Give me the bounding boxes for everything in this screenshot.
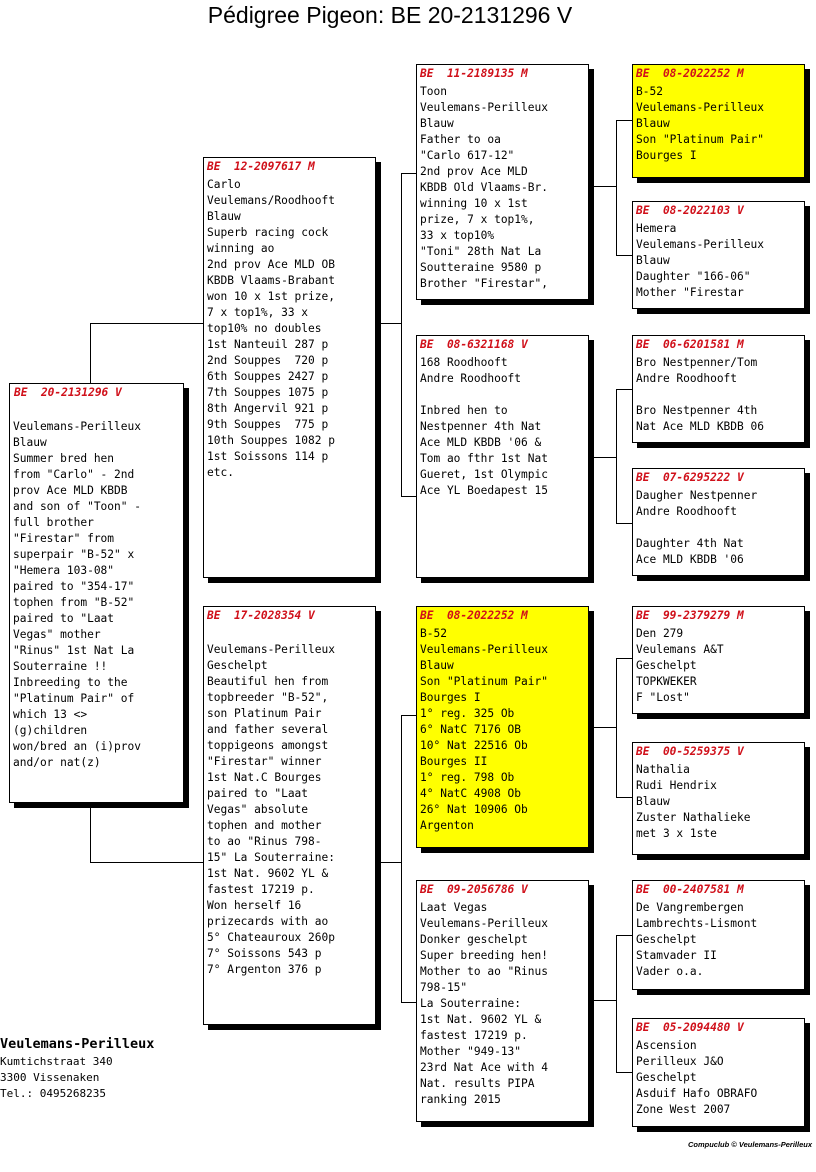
ring-number: BE 08-2022252 M xyxy=(420,609,528,622)
info-line: won 10 x 1st prize, xyxy=(207,290,335,303)
pigeon-info xyxy=(636,762,801,842)
info-line: Asduif Hafo OBRAFO xyxy=(636,1087,758,1100)
info-line: Bourges I xyxy=(420,691,481,704)
ring-number: BE 12-2097617 M xyxy=(207,160,315,173)
info-line: 1st Soissons 114 p xyxy=(207,450,329,463)
info-line: 10th Souppes 1082 p xyxy=(207,434,335,447)
ring-number: BE 17-2028354 V xyxy=(207,609,315,622)
info-line: "Carlo 617-12" xyxy=(420,149,515,162)
info-line: KBDB Old Vlaams-Br. xyxy=(420,181,548,194)
pigeon-info xyxy=(420,84,585,292)
dam-card xyxy=(203,606,376,1025)
info-line: topbreeder "B-52", xyxy=(207,691,329,704)
info-line: paired to "Laat xyxy=(13,612,115,625)
info-line: 4° NatC 4908 Ob xyxy=(420,787,522,800)
info-line: 1st Nat. 9602 YL & xyxy=(207,867,329,880)
connector-line xyxy=(401,496,416,497)
connector-line xyxy=(616,120,617,255)
info-line: 2nd Souppes 720 p xyxy=(207,354,329,367)
info-line: Nestpenner 4th Nat xyxy=(420,420,542,433)
info-line: 10° Nat 22516 Ob xyxy=(420,739,528,752)
info-line xyxy=(636,387,801,403)
info-line: Won herself 16 xyxy=(207,899,302,912)
info-line: Andre Roodhooft xyxy=(636,505,738,518)
info-line: Super breeding hen! xyxy=(420,949,548,962)
info-line: met 3 x 1ste xyxy=(636,827,717,840)
info-line: Daugher Nestpenner xyxy=(636,489,758,502)
info-line: Lambrechts-Lismont xyxy=(636,917,758,930)
connector-line xyxy=(401,715,402,1002)
info-line: Blauw xyxy=(636,254,670,267)
connector-line xyxy=(589,1000,617,1001)
info-line: Geschelpt xyxy=(636,1071,697,1084)
pigeon-info xyxy=(13,403,180,771)
connector-line xyxy=(90,862,203,863)
info-line: Blauw xyxy=(420,659,454,672)
pigeon-info xyxy=(636,488,801,568)
connector-line xyxy=(616,935,632,936)
info-line: winning 10 x 1st xyxy=(420,197,528,210)
owner-street: Kumtichstraat 340 xyxy=(0,1055,113,1068)
grandsire-maternal-card xyxy=(416,606,589,848)
info-line: Nat Ace MLD KBDB 06 xyxy=(636,420,764,433)
great-grandparent-card xyxy=(632,468,805,576)
info-line: Ace MLD KBDB '06 & xyxy=(420,436,542,449)
great-grandparent-card xyxy=(632,201,805,309)
info-line: Blauw xyxy=(420,117,454,130)
info-line: Superb racing cock xyxy=(207,226,329,239)
info-line: 1° reg. 798 Ob xyxy=(420,771,515,784)
pigeon-info xyxy=(207,177,372,481)
info-line: won/bred an (i)prov xyxy=(13,740,141,753)
info-line: and/or nat(z) xyxy=(13,756,101,769)
info-line: full brother xyxy=(13,516,94,529)
connector-line xyxy=(90,323,91,383)
info-line: Zuster Nathalieke xyxy=(636,811,751,824)
connector-line xyxy=(589,186,617,187)
info-line: Nat. results PIPA xyxy=(420,1077,535,1090)
ring-number: BE 00-5259375 V xyxy=(636,745,744,758)
info-line: Blauw xyxy=(636,117,670,130)
ring-number: BE 09-2056786 V xyxy=(420,883,528,896)
info-line: Veulemans-Perilleux xyxy=(636,101,764,114)
info-line: 8th Angervil 921 p xyxy=(207,402,329,415)
info-line: Blauw xyxy=(13,436,47,449)
connector-line xyxy=(616,658,632,659)
connector-line xyxy=(616,1072,632,1073)
info-line: top10% no doubles xyxy=(207,322,322,335)
info-line: 6th Souppes 2427 p xyxy=(207,370,329,383)
info-line: 26° Nat 10906 Ob xyxy=(420,803,528,816)
info-line: Mother "Firestar xyxy=(636,286,744,299)
info-line xyxy=(636,520,801,536)
info-line: which 13 <> xyxy=(13,708,88,721)
info-line: Bourges I xyxy=(636,149,697,162)
info-line: ranking 2015 xyxy=(420,1093,501,1106)
info-line: 33 x top10% xyxy=(420,229,495,242)
ring-number: BE 20-2131296 V xyxy=(14,386,122,399)
info-line: Ace YL Boedapest 15 xyxy=(420,484,548,497)
great-grandparent-card xyxy=(632,880,805,990)
info-line: KBDB Vlaams-Brabant xyxy=(207,274,335,287)
info-line: from "Carlo" - 2nd xyxy=(13,468,135,481)
info-line: Toon xyxy=(420,85,447,98)
info-line: 7th Souppes 1075 p xyxy=(207,386,329,399)
info-line: Vegas" mother xyxy=(13,628,101,641)
info-line: Argenton xyxy=(420,819,474,832)
ring-number: BE 99-2379279 M xyxy=(636,609,744,622)
info-line: Andre Roodhooft xyxy=(636,372,738,385)
info-line: Son "Platinum Pair" xyxy=(420,675,548,688)
great-grandparent-card xyxy=(632,335,805,443)
info-line: to ao "Rinus 798- xyxy=(207,835,322,848)
info-line: Blauw xyxy=(636,795,670,808)
ring-number: BE 11-2189135 M xyxy=(420,67,528,80)
pigeon-info xyxy=(420,900,585,1108)
info-line: Veulemans-Perilleux xyxy=(420,643,548,656)
info-line xyxy=(13,403,180,419)
info-line: B-52 xyxy=(636,85,663,98)
connector-line xyxy=(90,803,91,862)
ring-number: BE 06-6201581 M xyxy=(636,338,744,351)
info-line: Geschelpt xyxy=(636,659,697,672)
info-line: Carlo xyxy=(207,178,241,191)
info-line: tophen from "B-52" xyxy=(13,596,135,609)
connector-line xyxy=(589,727,617,728)
pigeon-info xyxy=(207,626,372,978)
subject-pigeon-card xyxy=(9,383,184,803)
grandsire-paternal-card xyxy=(416,64,589,300)
info-line: Bourges II xyxy=(420,755,488,768)
info-line: 1st Nat.C Bourges xyxy=(207,771,322,784)
connector-line xyxy=(616,389,632,390)
connector-line xyxy=(376,323,402,324)
info-line: "Platinum Pair" of xyxy=(13,692,135,705)
info-line: Donker geschelpt xyxy=(420,933,528,946)
info-line: Perilleux J&O xyxy=(636,1055,724,1068)
info-line: 2nd prov Ace MLD xyxy=(420,165,528,178)
info-line: "Toni" 28th Nat La xyxy=(420,245,542,258)
info-line: 1st Nat. 9602 YL & xyxy=(420,1013,542,1026)
info-line: 1st Nanteuil 287 p xyxy=(207,338,329,351)
info-line: 6° NatC 7176 OB xyxy=(420,723,522,736)
info-line: De Vangrembergen xyxy=(636,901,744,914)
info-line xyxy=(420,387,585,403)
info-line: Ascension xyxy=(636,1039,697,1052)
info-line: Soutteraine 9580 p xyxy=(420,261,542,274)
info-line: 1° reg. 325 Ob xyxy=(420,707,515,720)
info-line: 15" La Souterraine: xyxy=(207,851,335,864)
pigeon-info xyxy=(636,84,801,164)
great-grandparent-card xyxy=(632,1018,805,1127)
connector-line xyxy=(401,1002,416,1003)
connector-line xyxy=(616,935,617,1072)
connector-line xyxy=(376,862,402,863)
info-line: "Hemera 103-08" xyxy=(13,564,115,577)
granddam-maternal-card xyxy=(416,880,589,1122)
info-line: 2nd prov Ace MLD OB xyxy=(207,258,335,271)
footer-credit: Compuclub © Veulemans-Perilleux xyxy=(687,1140,812,1149)
info-line: Stamvader II xyxy=(636,949,717,962)
info-line: Hemera xyxy=(636,222,677,235)
info-line: Nathalia xyxy=(636,763,690,776)
info-line: Vader o.a. xyxy=(636,965,704,978)
info-line: Souterraine !! xyxy=(13,660,108,673)
pigeon-info xyxy=(636,1038,801,1118)
info-line: Bro Nestpenner/Tom xyxy=(636,356,758,369)
info-line: Tom ao fthr 1st Nat xyxy=(420,452,548,465)
info-line: 7° Argenton 376 p xyxy=(207,963,322,976)
owner-name: Veulemans-Perilleux xyxy=(0,1036,155,1052)
info-line: prize, 7 x top1%, xyxy=(420,213,535,226)
info-line: and father several xyxy=(207,723,329,736)
info-line: Beautiful hen from xyxy=(207,675,329,688)
info-line: 5° Chateauroux 260p xyxy=(207,931,335,944)
info-line: Father to oa xyxy=(420,133,501,146)
pigeon-info xyxy=(420,355,585,499)
connector-line xyxy=(616,523,632,524)
connector-line xyxy=(401,715,416,716)
info-line: Laat Vegas xyxy=(420,901,488,914)
connector-line xyxy=(616,797,632,798)
info-line: La Souterraine: xyxy=(420,997,522,1010)
info-line: tophen and mother xyxy=(207,819,322,832)
info-line: superpair "B-52" x xyxy=(13,548,135,561)
connector-line xyxy=(589,457,617,458)
info-line: Daughter 4th Nat xyxy=(636,537,744,550)
info-line: winning ao xyxy=(207,242,275,255)
info-line: Geschelpt xyxy=(207,659,268,672)
connector-line xyxy=(616,255,632,256)
info-line: Son "Platinum Pair" xyxy=(636,133,764,146)
info-line: Rudi Hendrix xyxy=(636,779,717,792)
info-line: Inbreeding to the xyxy=(13,676,128,689)
ring-number: BE 00-2407581 M xyxy=(636,883,744,896)
info-line: prizecards with ao xyxy=(207,915,329,928)
ring-number: BE 08-2022103 V xyxy=(636,204,744,217)
owner-block xyxy=(0,1034,154,1102)
info-line: Veulemans A&T xyxy=(636,643,724,656)
info-line: Veulemans-Perilleux xyxy=(13,420,141,433)
info-line: son Platinum Pair xyxy=(207,707,322,720)
info-line xyxy=(207,626,372,642)
info-line: fastest 17219 p. xyxy=(207,883,315,896)
great-grandparent-card xyxy=(632,606,805,714)
info-line: 23rd Nat Ace with 4 xyxy=(420,1061,548,1074)
info-line: Veulemans-Perilleux xyxy=(636,238,764,251)
info-line: Gueret, 1st Olympic xyxy=(420,468,548,481)
info-line: Zone West 2007 xyxy=(636,1103,731,1116)
sire-card xyxy=(203,157,376,578)
info-line: etc. xyxy=(207,466,234,479)
great-grandparent-card xyxy=(632,64,805,178)
info-line: Ace MLD KBDB '06 xyxy=(636,553,744,566)
info-line: Geschelpt xyxy=(636,933,697,946)
connector-line xyxy=(616,658,617,797)
connector-line xyxy=(90,323,203,324)
info-line: toppigeons amongst xyxy=(207,739,329,752)
ring-number: BE 05-2094480 V xyxy=(636,1021,744,1034)
ring-number: BE 07-6295222 V xyxy=(636,471,744,484)
info-line: fastest 17219 p. xyxy=(420,1029,528,1042)
connector-line xyxy=(401,173,416,174)
info-line: Daughter "166-06" xyxy=(636,270,751,283)
ring-number: BE 08-2022252 M xyxy=(636,67,744,80)
granddam-paternal-card xyxy=(416,335,589,578)
pigeon-info xyxy=(420,626,585,834)
info-line: Brother "Firestar", xyxy=(420,277,548,290)
info-line: F "Lost" xyxy=(636,691,690,704)
pigeon-info xyxy=(636,221,801,301)
connector-line xyxy=(616,389,617,523)
info-line: Mother to ao "Rinus xyxy=(420,965,548,978)
pigeon-info xyxy=(636,900,801,980)
info-line: Bro Nestpenner 4th xyxy=(636,404,758,417)
info-line: "Firestar" from xyxy=(13,532,115,545)
info-line: TOPKWEKER xyxy=(636,675,697,688)
info-line: paired to "Laat xyxy=(207,787,309,800)
pigeon-info xyxy=(636,626,801,706)
info-line: Blauw xyxy=(207,210,241,223)
ring-number: BE 08-6321168 V xyxy=(420,338,528,351)
info-line: (g)children xyxy=(13,724,88,737)
info-line: Mother "949-13" xyxy=(420,1045,522,1058)
connector-line xyxy=(616,120,632,121)
info-line: Summer bred hen xyxy=(13,452,115,465)
info-line: Andre Roodhooft xyxy=(420,372,522,385)
info-line: B-52 xyxy=(420,627,447,640)
great-grandparent-card xyxy=(632,742,805,855)
info-line: 7° Soissons 543 p xyxy=(207,947,322,960)
info-line: 7 x top1%, 33 x xyxy=(207,306,309,319)
info-line: 9th Souppes 775 p xyxy=(207,418,329,431)
info-line: Veulemans-Perilleux xyxy=(420,101,548,114)
page-title: Pédigree Pigeon: BE 20-2131296 V xyxy=(207,2,573,28)
info-line: Den 279 xyxy=(636,627,684,640)
info-line: Vegas" absolute xyxy=(207,803,309,816)
info-line: prov Ace MLD KBDB xyxy=(13,484,128,497)
info-line: Veulemans-Perilleux xyxy=(207,643,335,656)
info-line: Veulemans/Roodhooft xyxy=(207,194,335,207)
info-line: "Firestar" winner xyxy=(207,755,322,768)
info-line: "Rinus" 1st Nat La xyxy=(13,644,135,657)
pigeon-info xyxy=(636,355,801,435)
info-line: paired to "354-17" xyxy=(13,580,135,593)
info-line: Veulemans-Perilleux xyxy=(420,917,548,930)
info-line: 168 Roodhooft xyxy=(420,356,508,369)
info-line: 798-15" xyxy=(420,981,468,994)
owner-city: 3300 Vissenaken xyxy=(0,1071,100,1084)
connector-line xyxy=(401,173,402,496)
info-line: Inbred hen to xyxy=(420,404,508,417)
info-line: and son of "Toon" - xyxy=(13,500,141,513)
owner-phone: Tel.: 0495268235 xyxy=(0,1087,106,1100)
